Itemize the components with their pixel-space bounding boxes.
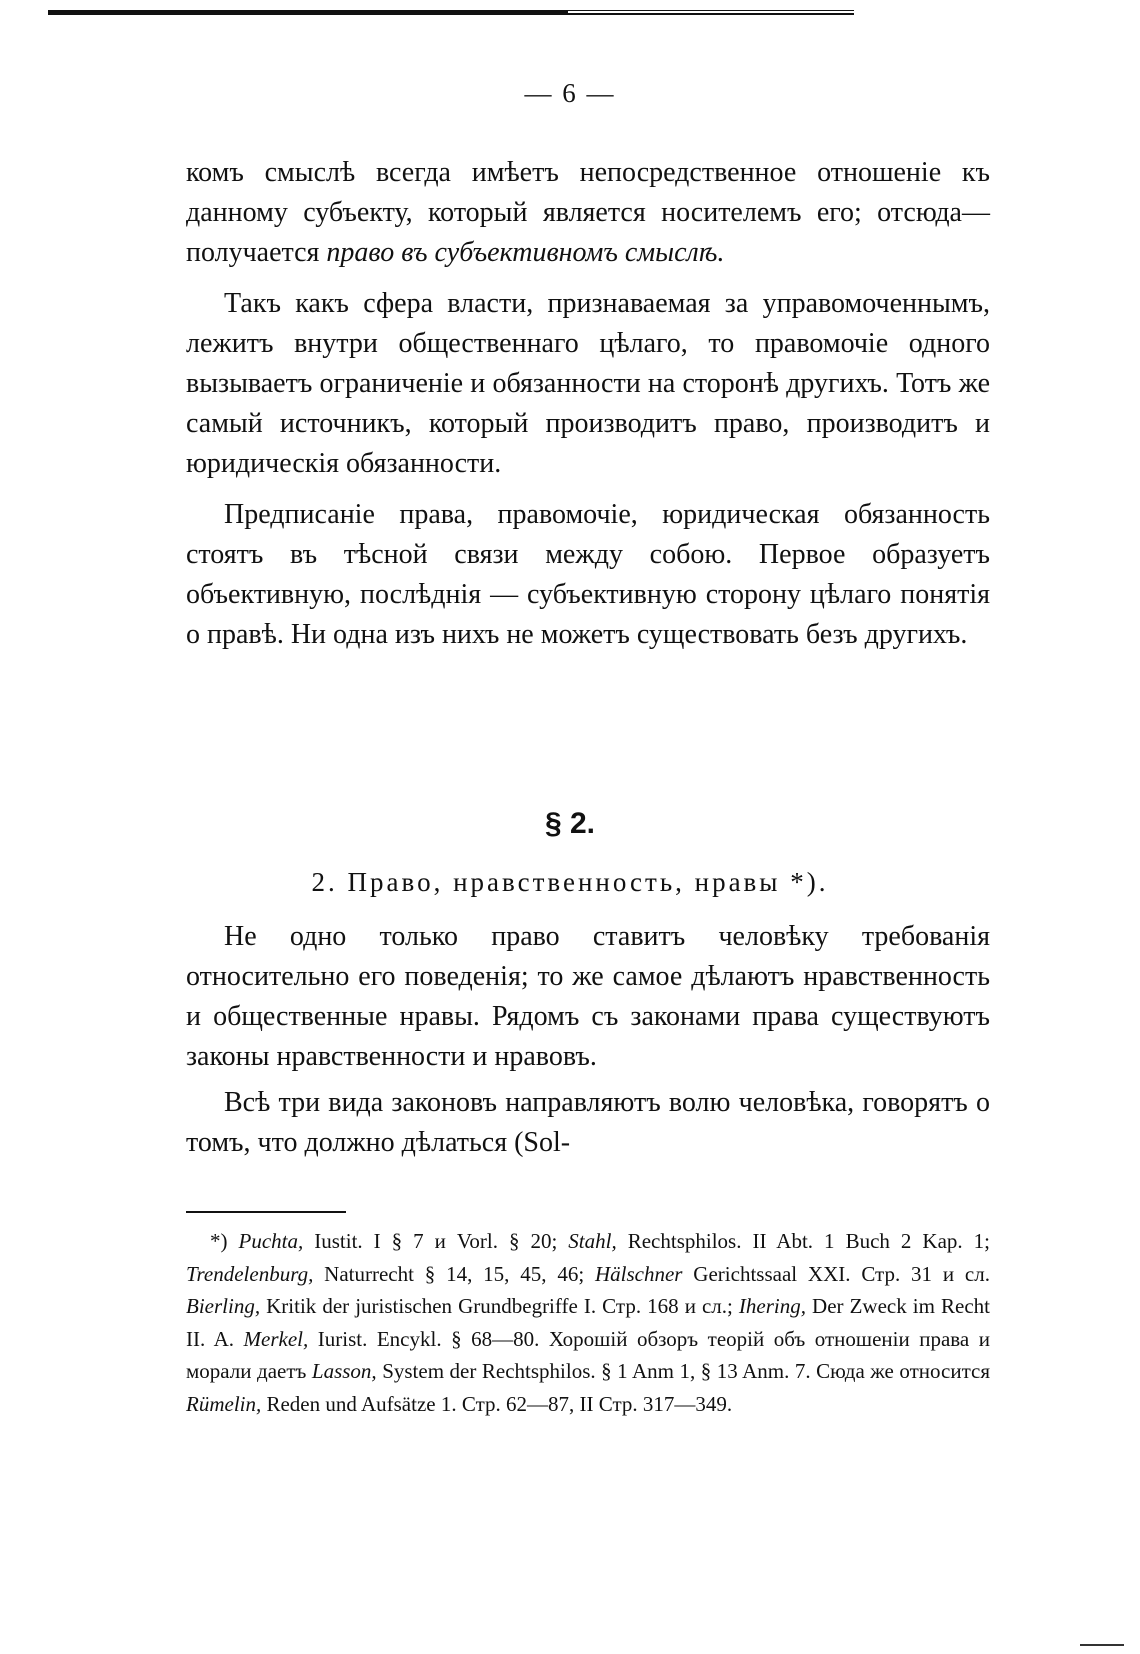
paragraph-1-text: комъ смыслѣ всегда имѣетъ непосредственное отношеніе къ данному субъекту, который является носителемъ его; отсюда—получается bbox=[186, 157, 990, 268]
footnote-author: Bierling, bbox=[186, 1294, 261, 1318]
footnote-marker: *) bbox=[210, 1229, 239, 1253]
footnote-rule bbox=[186, 1211, 346, 1213]
footnote-text: System der Rechtsphilos. § 1 Anm 1, § 13 Anm. 7. Сюда же относится bbox=[376, 1359, 991, 1383]
paragraph-4: Не одно только право ставитъ человѣку требованія относительно его поведенія; то же самое дѣлаютъ нравственность и общественные нравы. Рядомъ съ законами права существуютъ законы нравственности и нравовъ. bbox=[186, 921, 990, 1072]
edge-mark bbox=[1080, 1644, 1124, 1646]
paragraph-1 bbox=[186, 153, 990, 273]
footnote-author: Stahl, bbox=[568, 1229, 617, 1253]
footnote-author: Rümelin, bbox=[186, 1391, 262, 1416]
footnote-text: Iurist. Encykl. § 68—80. Хорошій обзоръ теорій объ отношеніи права и морали даетъ bbox=[186, 1326, 990, 1383]
footnote-author: Hälschner bbox=[594, 1261, 683, 1286]
footnote-text: Reden und Aufsätze 1. Стр. 62—87, II Стр. 317—349. bbox=[261, 1391, 733, 1416]
body-text-bottom bbox=[186, 917, 990, 1169]
paragraph-5: Всѣ три вида законовъ направляютъ волю человѣка, говорятъ о томъ, что должно дѣлаться (Sol- bbox=[186, 1087, 990, 1158]
section-mark: § 2. bbox=[544, 807, 596, 840]
footnote-text: Rechtsphilos. II Abt. 1 Buch 2 Kap. 1; bbox=[616, 1229, 990, 1253]
body-text-top bbox=[186, 153, 990, 666]
section-title: 2. Право, нравственность, нравы *). bbox=[311, 867, 829, 897]
footnote-author: Trendelenburg, bbox=[186, 1261, 314, 1286]
footnote-author: Lasson, bbox=[311, 1359, 377, 1383]
paragraph-1-italic: право въ субъективномъ смыслѣ. bbox=[326, 237, 725, 268]
footnote-author: Ihering, bbox=[738, 1294, 806, 1318]
footnote-text: Gerichtssaal XXI. Стр. 31 и сл. bbox=[682, 1261, 990, 1286]
footnote-text: Kritik der juristischen Grundbegriffe I. Стр. 168 и сл.; bbox=[260, 1294, 739, 1318]
page-number: — 6 — bbox=[524, 78, 616, 108]
top-rule bbox=[48, 10, 854, 15]
footnote-text: Iustit. I § 7 и Vorl. § 20; bbox=[303, 1229, 569, 1253]
footnote-author: Puchta, bbox=[238, 1229, 304, 1253]
footnote-text: Der Zweck im Recht II. A. bbox=[186, 1294, 990, 1351]
footnote bbox=[186, 1225, 990, 1420]
footnote-text: Naturrecht § 14, 15, 45, 46; bbox=[313, 1261, 595, 1286]
paragraph-3: Предписаніе права, правомочіе, юридическая обязанность стоятъ въ тѣсной связи между собою. Первое образуетъ объективную, послѣднія — субъективную сторону цѣлаго понятія о правѣ. Ни одна изъ нихъ не можетъ существовать безъ другихъ. bbox=[186, 499, 990, 650]
footnote-author: Merkel, bbox=[243, 1326, 309, 1351]
paragraph-2: Такъ какъ сфера власти, признаваемая за управомоченнымъ, лежитъ внутри общественнаго цѣлаго, то правомочіе одного вызываетъ ограниченіе и обязанности на сторонѣ другихъ. Тотъ же самый источникъ, который производитъ право, производитъ и юридическія обязанности. bbox=[186, 288, 990, 479]
